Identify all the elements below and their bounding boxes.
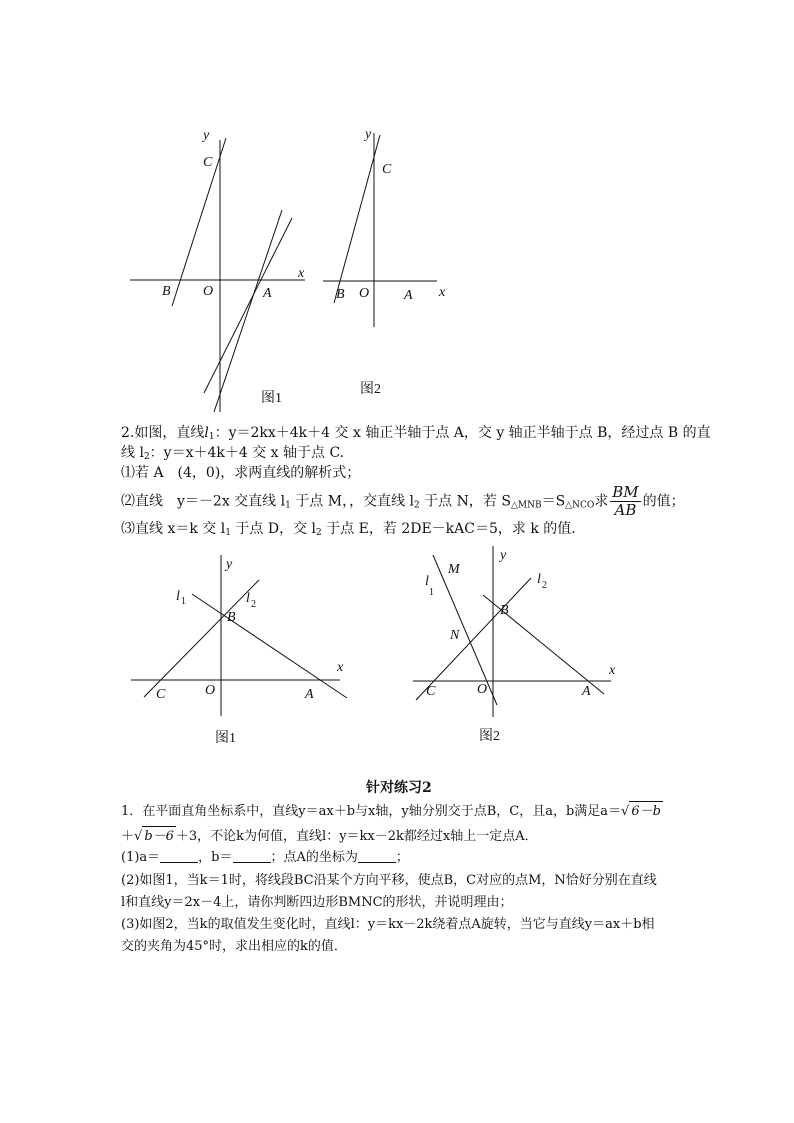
label-c: C [156,687,166,702]
line-l2 [144,580,259,697]
label-a: A [582,684,591,699]
label-l2-sub: 2 [251,599,256,610]
line-through-a-1 [204,218,292,393]
label-l2: l [537,572,541,587]
caption-fig1-mid: 图1 [215,731,236,746]
label-a: A [263,286,272,301]
blank-b[interactable] [233,848,271,863]
line-through-a-2 [214,210,282,412]
label-l2-sub: 2 [542,580,547,591]
middle-figures [0,540,794,750]
label-x: x [298,266,305,281]
label-n: N [450,628,460,643]
label-l1-sub: 1 [429,587,434,598]
problem2-line1: 2.如图，直线$l_1$：y＝2kx＋4k＋4 交 x 轴正半轴于点 A，交 y 轴正半轴于点 B，经过点 B 的直 [121,425,711,442]
problem2-q2: ⑵直线 y＝－2x 交直线 $l_1$ 于点 M，，交直线 $l_2$ 于点 N，若 $S_{\triangle MNB}=S_{\triangle NCO}$求 $\frac{BM}{AB}$ 的值； [121,483,685,519]
line-l1 [192,594,347,698]
top-figures [0,0,794,420]
label-x: x [439,285,446,300]
label-y: y [226,557,233,572]
label-y: y [500,548,507,563]
section-q3-line1: (3)如图2，当k的取值发生变化时，直线l：y＝kx－2k绕着点A旋转，当它与直线y＝ax＋b相 [121,917,655,932]
section-q2-line2: l和直线y＝2x－4上，请你判断四边形BMNC的形状，并说明理由； [121,895,513,910]
label-c: C [203,155,213,170]
label-b: B [500,603,509,618]
label-a: A [404,288,413,303]
fraction-bm-ab: $\frac{BM}{AB}$ [612,483,639,519]
line-y-neg2x [433,555,497,705]
caption-fig2-top: 图2 [360,382,381,397]
caption-fig1-top: 图1 [261,391,282,406]
line-bc [334,135,380,303]
label-l1-sub: 1 [181,596,186,607]
label-o: O [203,284,214,299]
label-l2: l [246,591,250,606]
label-l1: l [176,589,180,604]
section-q3-line2: 交的夹角为45°时，求出相应的k的值． [121,939,347,954]
line-bc [172,138,226,306]
label-b: B [162,284,171,299]
label-o: O [205,683,216,698]
section-p1-line2: ＋√ b－6 ＋3，不论k为何值，直线l：y＝kx－2k都经过x轴上一定点A． [121,826,538,847]
label-b: B [336,287,345,302]
label-l1: l [425,574,429,589]
blank-a[interactable] [160,848,198,863]
top-left-figure [130,138,305,412]
blank-point-a[interactable] [358,848,396,863]
label-x: x [609,663,616,678]
sqrt-6-minus-b: 6－b [629,801,663,822]
label-c: C [426,684,436,699]
problem2-q3: ⑶直线 x＝k 交 $l_1$ 于点 D，交 $l_2$ 于点 E，若 2DE－kAC＝5，求 k 的值. [121,521,576,538]
section-p1-line1: 1．在平面直角坐标系中，直线y＝ax＋b与x轴，y轴分别交于点B，C，且a，b满足a＝√ 6－b [121,801,663,822]
problem2-q1: ⑴若 A (4，0)，求两直线的解析式； [121,465,361,481]
label-a: A [305,687,314,702]
section-q2-line1: (2)如图1，当k＝1时，将线段BC沿某个方向平移，使点B，C对应的点M，N恰好分别在直线 [121,873,657,888]
section-title: 针对练习2 [366,780,432,796]
label-b: B [227,610,236,625]
label-x: x [337,660,344,675]
problem2-line2: 线 $l_2$：y＝x＋4k＋4 交 x 轴于点 C. [121,445,345,462]
label-c: C [382,162,392,177]
sqrt-b-minus-6: b－6 [142,826,176,847]
label-o: O [359,286,370,301]
caption-fig2-mid: 图2 [479,729,500,744]
label-o: O [477,682,488,697]
label-y: y [203,128,210,143]
label-m: M [448,562,460,577]
section-q1: (1)a＝ ，b＝ ；点A的坐标为 ； [121,850,409,865]
label-y: y [365,127,372,142]
